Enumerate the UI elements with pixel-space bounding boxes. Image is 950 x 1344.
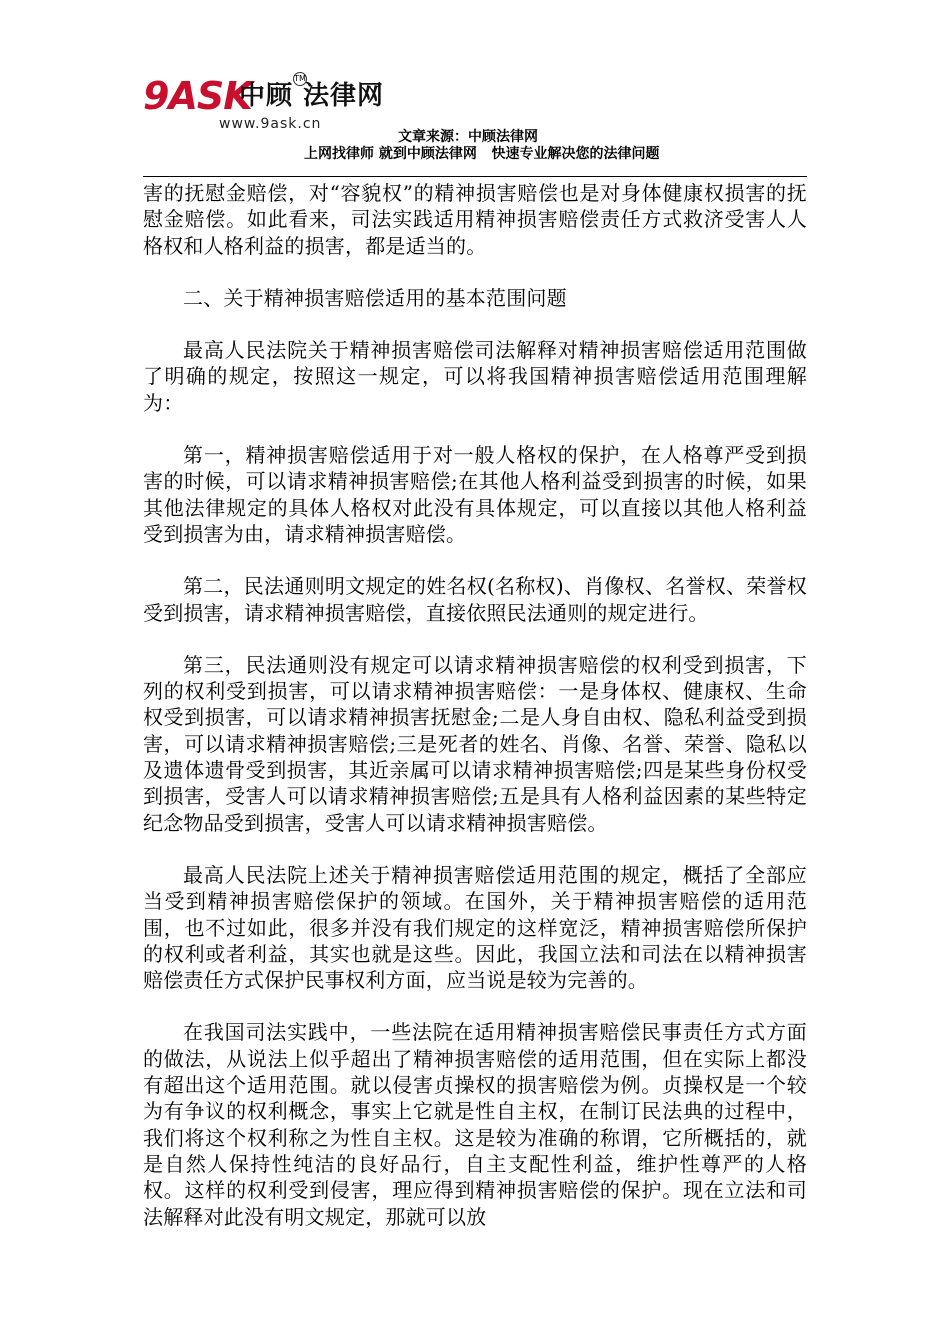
- page-header: [0, 0, 950, 180]
- section-heading: 二、关于精神损害赔偿适用的基本范围问题: [183, 285, 567, 310]
- article-source: 文章来源：中顾法律网: [398, 129, 538, 145]
- paragraph: 第三，民法通则没有规定可以请求精神损害赔偿的权利受到损害，下列的权利受到损害，可以请求精神损害赔偿：一是身体权、健康权、生命权受到损害，可以请求精神损害抚慰金;二是人身自由权、隐私利益受到损害，可以请求精神损害赔偿;三是死者的姓名、肖像、名誉、荣誉、隐私以及遗体遗骨受到损害，其近亲属可以请求精神损害赔偿;四是某些身份权受到损害，受害人可以请求精神损害赔偿;五是具有人格利益因素的某些特定纪念物品受到损害，受害人可以请求精神损害赔偿。: [143, 652, 807, 835]
- paragraph: 第一，精神损害赔偿适用于对一般人格权的保护，在人格尊严受到损害的时候，可以请求精神损害赔偿;在其他人格利益受到损害的时候，如果其他法律规定的具体人格权对此没有具体规定，可以直接以其他人格利益受到损害为由，请求精神损害赔偿。: [143, 443, 807, 546]
- logo-name: 中顾 法律网: [239, 81, 385, 111]
- article-body: [143, 180, 807, 1230]
- paragraph: 在我国司法实践中，一些法院在适用精神损害赔偿民事责任方式方面的做法，从说法上似乎超出了精神损害赔偿的适用范围，但在实际上都没有超出这个适用范围。就以侵害贞操权的损害赔偿为例。贞操权是一个较为有争议的权利概念，事实上它就是性自主权，在制订民法典的过程中，我们将这个权利称之为性自主权。这是较为准确的称谓，它所概括的，就是自然人保持性纯洁的良好品行，自主支配性利益，维护性尊严的人格权。这样的权利受到侵害，理应得到精神损害赔偿的保护。现在立法和司法解释对此没有明文规定，那就可以放: [143, 1020, 807, 1229]
- site-tagline: 上网找律师 就到中顾法律网 快速专业解决您的法律问题: [304, 146, 660, 162]
- trademark-icon: TM: [293, 72, 307, 86]
- paragraph: 最高人民法院关于精神损害赔偿司法解释对精神损害赔偿适用范围做了明确的规定，按照这一规定，可以将我国精神损害赔偿适用范围理解为：: [143, 338, 807, 415]
- paragraph: 最高人民法院上述关于精神损害赔偿适用范围的规定，概括了全部应当受到精神损害赔偿保护的领域。在国外，关于精神损害赔偿的适用范围，也不过如此，很多并没有我们规定的这样宽泛，精神损害赔偿所保护的权利或者利益，其实也就是这些。因此，我国立法和司法在以精神损害赔偿责任方式保护民事权利方面，应当说是较为完善的。: [143, 862, 807, 993]
- header-divider: [143, 176, 807, 177]
- site-logo[interactable]: [143, 74, 393, 140]
- logo-mark: 9ASK: [143, 74, 252, 118]
- paragraph-continued: 害的抚慰金赔偿，对“容貌权”的精神损害赔偿也是对身体健康权损害的抚慰金赔偿。如此看来，司法实践适用精神损害赔偿责任方式救济受害人人格权和人格利益的损害，都是适当的。: [143, 181, 807, 258]
- logo-url: www.9ask.cn: [219, 116, 322, 132]
- paragraph: 第二，民法通则明文规定的姓名权(名称权)、肖像权、名誉权、荣誉权受到损害，请求精神损害赔偿，直接依照民法通则的规定进行。: [143, 574, 807, 625]
